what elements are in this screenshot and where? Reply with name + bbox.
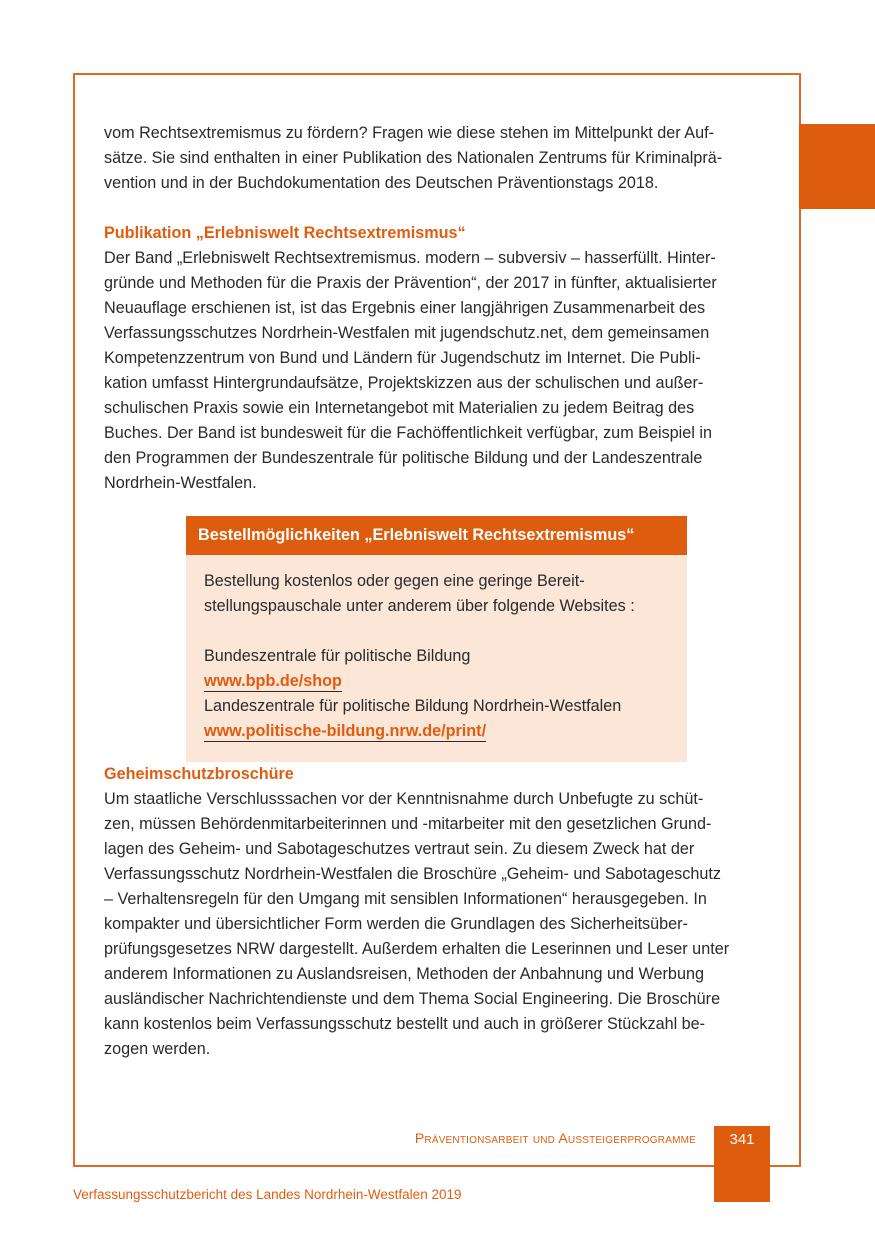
text-line: sätze. Sie sind enthalten in einer Publikation des Nationalen Zentrums für Kriminalprä- [104, 149, 723, 167]
text-line: zen, müssen Behördenmitarbeiterinnen und -mitarbeiter mit den gesetzlichen Grund- [104, 815, 712, 833]
text-line: gründe und Methoden für die Praxis der Prävention“, der 2017 in fünfter, aktualisierter [104, 274, 717, 292]
order-box-title: Bestellmöglichkeiten „Erlebniswelt Rechtsextremismus“ [186, 516, 687, 555]
text-line: vention und in der Buchdokumentation des Deutschen Präventionstags 2018. [104, 174, 659, 192]
chapter-title: Präventionsarbeit und Aussteigerprogramme [414, 1130, 696, 1146]
intro-paragraph [104, 121, 770, 196]
text-line: den Programmen der Bundeszentrale für politische Bildung und der Landeszentrale [104, 449, 703, 467]
text-line: vom Rechtsextremismus zu fördern? Fragen wie diese stehen im Mittelpunkt der Auf- [104, 124, 714, 142]
text-line: Um staatliche Verschlusssachen vor der Kenntnisnahme durch Unbefugte zu schüt- [104, 790, 704, 808]
text-line: Bestellung kostenlos oder gegen eine geringe Bereit- [204, 572, 585, 590]
section-heading-publication: Publikation „Erlebniswelt Rechtsextremismus“ [104, 224, 466, 242]
order-box-body [186, 555, 687, 762]
link-nrw-print[interactable]: www.politische-bildung.nrw.de/print/ [204, 722, 487, 740]
order-info-box [186, 516, 687, 762]
org-name-bpb: Bundeszentrale für politische Bildung [204, 647, 471, 665]
text-line: ausländischer Nachrichtendienste und dem Thema Social Engineering. Die Broschüre [104, 990, 721, 1008]
text-line: zogen werden. [104, 1040, 211, 1058]
text-line: Verfassungsschutz Nordrhein-Westfalen die Broschüre „Geheim- und Sabotageschutz [104, 865, 721, 883]
section-secret-protection [104, 762, 770, 1062]
text-line: – Verhaltensregeln für den Umgang mit sensiblen Informationen“ herausgegeben. In [104, 890, 707, 908]
section-heading-secret-protection: Geheimschutzbroschüre [104, 765, 294, 783]
text-line: schulischen Praxis sowie ein Internetangebot mit Materialien zu jedem Beitrag des [104, 399, 695, 417]
text-line: kation umfasst Hintergrundaufsätze, Projektskizzen aus der schulischen und außer- [104, 374, 704, 392]
org-name-nrw: Landeszentrale für politische Bildung Nordrhein-Westfalen [204, 697, 622, 715]
text-line: Buches. Der Band ist bundesweit für die Fachöffentlichkeit verfügbar, zum Beispiel in [104, 424, 712, 442]
text-line: Verfassungsschutzes Nordrhein-Westfalen mit jugendschutz.net, dem gemeinsamen [104, 324, 710, 342]
text-line: lagen des Geheim- und Sabotageschutzes vertraut sein. Zu diesem Zweck hat der [104, 840, 695, 858]
text-line: Neuauflage erschienen ist, ist das Ergebnis einer langjährigen Zusammenarbeit des [104, 299, 706, 317]
text-line: Nordrhein-Westfalen. [104, 474, 257, 492]
page-number: 341 [714, 1126, 770, 1202]
link-bpb-shop[interactable]: www.bpb.de/shop [204, 672, 342, 690]
text-line: kompakter und übersichtlicher Form werden die Grundlagen des Sicherheitsüber- [104, 915, 688, 933]
text-line: stellungspauschale unter anderem über folgende Websites : [204, 597, 635, 615]
text-line: anderem Informationen zu Auslandsreisen, Methoden der Anbahnung und Werbung [104, 965, 704, 983]
text-line: Kompetenzzentrum von Bund und Ländern für Jugendschutz im Internet. Die Publi- [104, 349, 701, 367]
side-tab-marker [799, 124, 875, 209]
main-content [104, 121, 770, 1062]
text-line: kann kostenlos beim Verfassungsschutz bestellt und auch in größerer Stückzahl be- [104, 1015, 706, 1033]
text-line: prüfungsgesetzes NRW dargestellt. Außerdem erhalten die Leserinnen und Leser unter [104, 940, 730, 958]
section-publication [104, 221, 770, 496]
text-line: Der Band „Erlebniswelt Rechtsextremismus. modern – subversiv – hasserfüllt. Hinter- [104, 249, 716, 267]
report-title: Verfassungsschutzbericht des Landes Nordrhein-Westfalen 2019 [73, 1187, 462, 1202]
